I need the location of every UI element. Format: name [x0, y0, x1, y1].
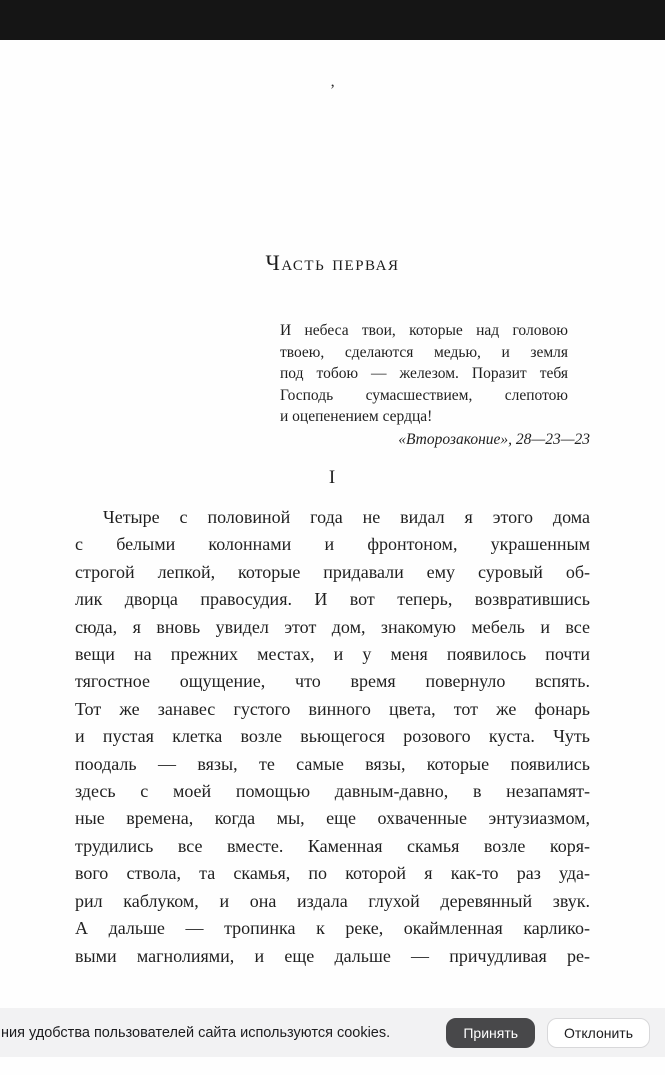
body-line: лик дворца правосудия. И вот теперь, возвратившись [75, 589, 590, 610]
epigraph-line: твоею, сделаются медью, и земля [280, 343, 568, 361]
cookie-actions [446, 1018, 665, 1048]
body-line: с белыми колоннами и фронтоном, украшенным [75, 534, 590, 555]
decline-cookies-button[interactable]: Отклонить [547, 1018, 650, 1048]
body-text [75, 504, 590, 970]
body-line: Тот же занавес густого винного цвета, тот же фонарь [75, 698, 590, 719]
top-status-bar [0, 0, 665, 40]
epigraph-line: под тобою — железом. Поразит тебя [280, 365, 568, 382]
book-page [75, 40, 590, 970]
body-line: и пустая клетка возле вьющегося розового куста. Чуть [75, 726, 590, 747]
body-line: трудились все вместе. Каменная скамья возле коря- [75, 835, 590, 856]
body-line: выми магнолиями, и еще дальше — причудливая ре- [75, 945, 590, 966]
cookie-message: ния удобства пользователей сайта используются cookies. [1, 1024, 391, 1041]
accept-cookies-button[interactable]: Принять [446, 1018, 535, 1048]
page-ornament: ’ [329, 82, 336, 99]
body-line: сюда, я вновь увидел этот дом, знакомую мебель и все [75, 616, 590, 637]
epigraph-line: И небеса твои, которые над головою [280, 322, 568, 339]
body-line: А дальше — тропинка к реке, окаймленная карлико- [75, 918, 590, 939]
epigraph-line: и оцепенением сердца! [280, 408, 433, 425]
body-line: вещи на прежних местах, и у меня появилось почти [75, 644, 590, 665]
epigraph-attribution: «Второзаконие», 28—23—23 [398, 430, 590, 448]
body-line: вого ствола, та скамья, по которой я как-то раз уда- [75, 863, 590, 884]
body-line: здесь с моей помощью давным-давно, в незапамят- [75, 781, 590, 802]
body-line: рил каблуком, и она издала глухой деревянный звук. [75, 890, 590, 911]
part-title: Часть первая [265, 250, 400, 275]
chapter-number: I [328, 467, 337, 488]
body-line: ные времена, когда мы, еще охваченные энтузиазмом, [75, 808, 590, 829]
body-line: строгой лепкой, которые придавали ему суровый об- [75, 561, 590, 582]
body-line: поодаль — вязы, те самые вязы, которые появились [75, 753, 590, 774]
body-line: тягостное ощущение, что время повернуло вспять. [75, 671, 590, 692]
cookie-banner [0, 1008, 665, 1057]
epigraph-line: Господь сумасшествием, слепотою [280, 386, 568, 404]
epigraph [280, 320, 568, 428]
body-line: Четыре с половиной года не видал я этого дома [103, 507, 590, 527]
